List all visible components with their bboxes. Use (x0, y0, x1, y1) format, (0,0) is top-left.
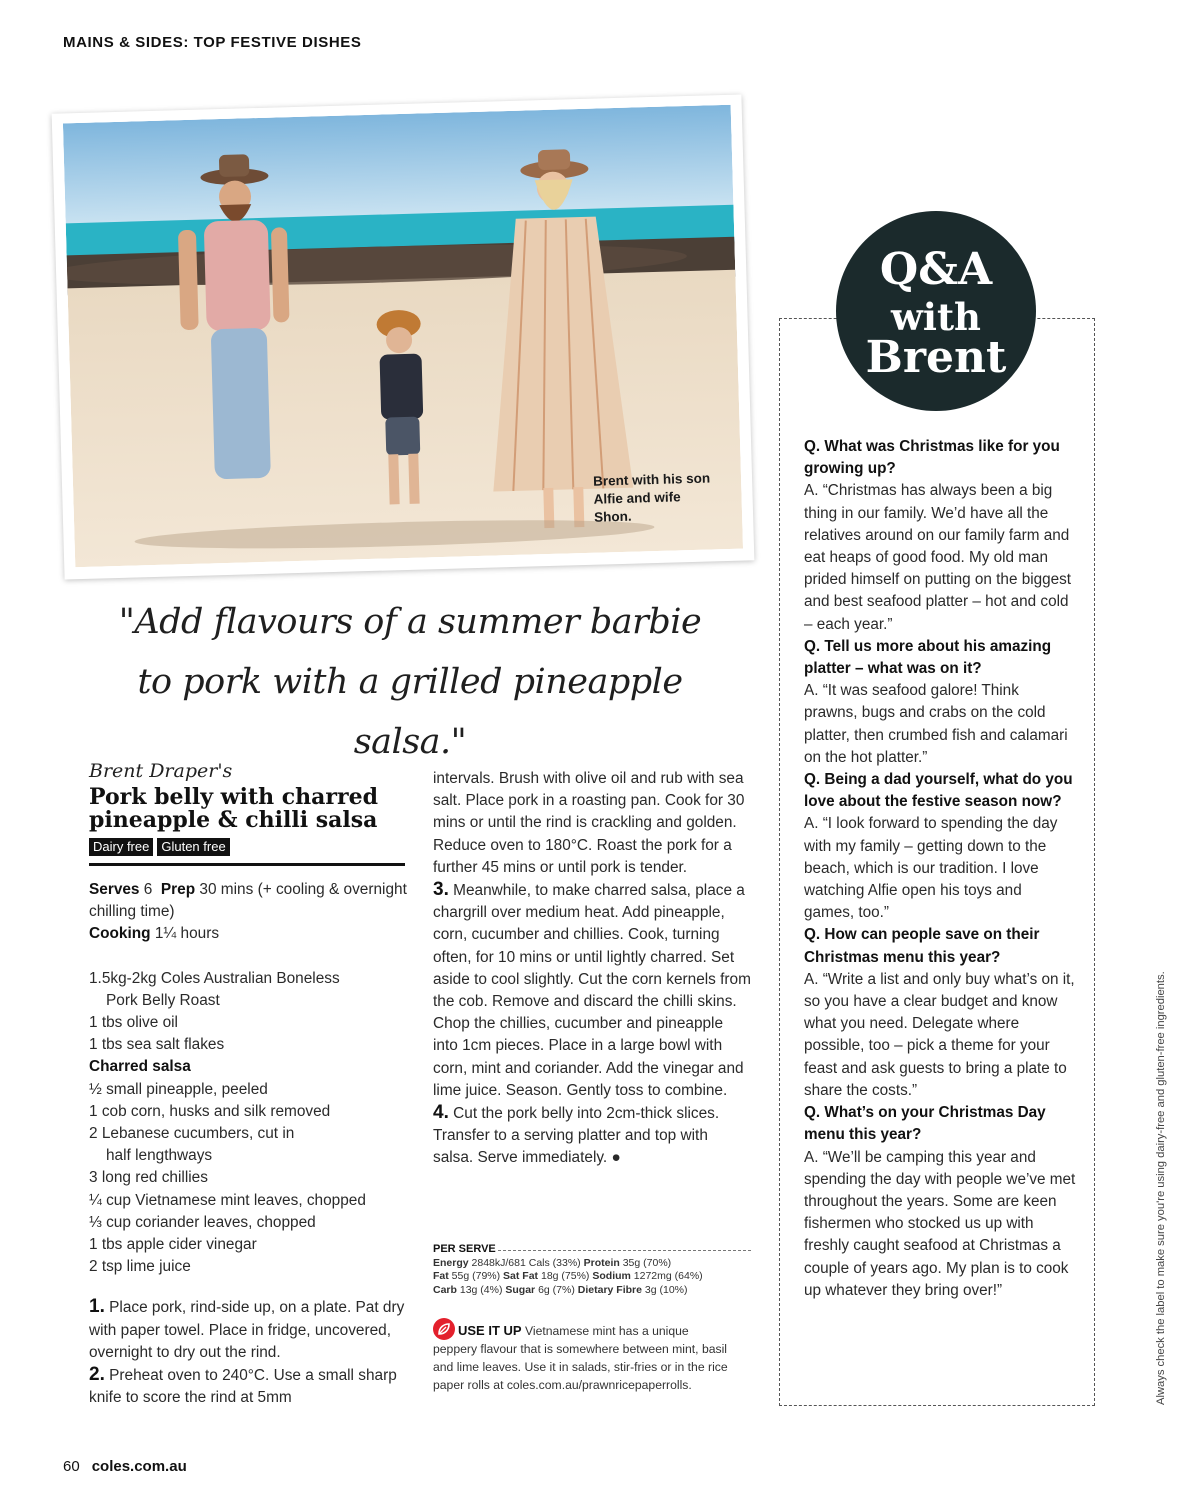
ingredient: 1 tbs sea salt flakes (89, 1036, 225, 1054)
ingredient: ⅓ cup coriander leaves, chopped (89, 1213, 316, 1231)
prep-value: 30 mins (+ cooling & overnight chilling time) (89, 881, 407, 921)
ingredient: ½ small pineapple, peeled (89, 1080, 268, 1098)
ingredient: 1 tbs apple cider vinegar (89, 1236, 257, 1254)
page-footer (63, 1458, 187, 1475)
nutrition-line: Carb 13g (4%) Sugar 6g (7%) Dietary Fibre 3g (10%) (433, 1283, 688, 1296)
method-step-2-cont: intervals. Brush with olive oil and rub with sea salt. Place pork in a roasting pan. Cook for 30 mins or until the rind is crackling and golden. Reduce oven to 180°C. Roast the pork for a further 45 mins or until pork is tender. (433, 770, 745, 876)
side-note: Always check the label to make sure you're using dairy-free and gluten-free ingredients. (1155, 971, 1167, 1405)
nutrition-line: Fat 55g (79%) Sat Fat 18g (75%) Sodium 1272mg (64%) (433, 1270, 703, 1282)
cooking-value: 1¼ hours (154, 925, 220, 943)
qa-answer: A. “I look forward to spending the day with my family – getting down to the beach, which is our tradition. I love watching Alfie open his toys and games, too.” (804, 815, 1058, 922)
nutrition-heading: PER SERVE (433, 1243, 496, 1255)
recipe-byline: Brent Draper's (89, 760, 233, 782)
qa-question: Q. What’s on your Christmas Day menu this year? (804, 1104, 1046, 1144)
ingredient: 1 tbs olive oil (89, 1014, 178, 1032)
ingredient: 3 long red chillies (89, 1169, 208, 1187)
footer-site: coles.com.au (91, 1458, 187, 1475)
ingredient: Pork Belly Roast (106, 991, 220, 1009)
serves-prep (89, 879, 409, 923)
serves-label: Serves (89, 881, 140, 898)
qa-answer: A. “Write a list and only buy what’s on it, so you have a clear budget and know what you need. Delegate where possible, too – pick a theme for your feast and ask guests to bring a plate to share the costs.” (804, 970, 1075, 1099)
ingredient: 1 cob corn, husks and silk removed (89, 1102, 331, 1120)
pull-quote: "Add flavours of a summer barbie to pork with a grilled pineapple salsa." (118, 602, 702, 762)
tag-dairy-free: Dairy free (89, 838, 153, 856)
qa-answer: A. “It was seafood galore! Think prawns, bugs and crabs on the cold platter, then crumbed fish and calamari on the hot platter.” (804, 682, 1068, 766)
method-step-1: 1. Place pork, rind-side up, on a plate. Pat dry with paper towel. Place in fridge, uncovered, overnight to dry out the rind. (89, 1296, 405, 1361)
qa-question: Q. Tell us more about his amazing platter – what was on it? (804, 637, 1052, 678)
qa-question: Q. Being a dad yourself, what do you love about the festive season now? (804, 771, 1073, 811)
mint-leaf-icon (433, 1318, 455, 1340)
qa-badge-line: with (891, 295, 981, 339)
prep-label: Prep (160, 881, 196, 898)
family-photo (52, 94, 755, 579)
section-label: MAINS & SIDES: TOP FESTIVE DISHES (63, 34, 362, 51)
serves-value: 6 (143, 881, 153, 898)
recipe-column-1 (89, 879, 409, 1409)
qa-badge (836, 211, 1036, 411)
qa-answer: A. “Christmas has always been a big thing in our family. We’d have all the relatives around on our family farm and eat heaps of good food. My old man prided himself on putting on the biggest and best seafood platter – hot and cold – each year.” (804, 482, 1072, 633)
use-it-up-text: Vietnamese mint has a unique peppery flavour that is somewhere between mint, basil and lime leaves. Use it in salads, stir-fries or in the rice paper rolls at coles.com.au/prawnricepaperrolls. (433, 1324, 728, 1392)
ingredient: ¼ cup Vietnamese mint leaves, chopped (89, 1191, 366, 1209)
ingredient: 2 Lebanese cucumbers, cut in (89, 1125, 295, 1143)
qa-answer: A. “We’ll be camping this year and spending the day with people we’ve met throughout the years. Some are keen fishermen who stocked us up with freshly caught seafood at Christmas a couple of years ago. My plan is to cook up whatever they bring over!” (804, 1148, 1076, 1299)
qa-question: Q. How can people save on their Christmas menu this year? (804, 926, 1040, 966)
ingredient: half lengthways (106, 1147, 213, 1165)
photo-caption: Brent with his son Alfie and wife Shon. (592, 470, 711, 525)
method-step-3: 3. Meanwhile, to make charred salsa, place a chargrill over medium heat. Add pineapple, corn, cucumber and chillies. Cook, turning often, for 10 mins or until lightly charred. Set aside to cool slightly. Cut the corn kernels from the cob. Remove and discard the chilli skins. Chop the chillies, cucumber and pineapple into 1cm pieces. Place in a large bowl with corn, mint and coriander. Add the vinegar and lime juice. Season. Gently toss to combine. (433, 879, 751, 1099)
salsa-heading: Charred salsa (89, 1058, 191, 1076)
title-divider (89, 863, 405, 866)
method-step-2: 2. Preheat oven to 240°C. Use a small sharp knife to score the rind at 5mm (89, 1364, 397, 1407)
nutrition-line: Energy 2848kJ/681 Cals (33%) Protein 35g (70%) (433, 1256, 672, 1269)
ingredient: 1.5kg-2kg Coles Australian Boneless (89, 969, 340, 987)
qa-text (804, 436, 1076, 1302)
use-it-up-tip (433, 1318, 733, 1394)
tag-gluten-free: Gluten free (157, 838, 229, 856)
qa-badge-line: Q&A (879, 244, 993, 295)
nutrition-panel (433, 1243, 751, 1297)
ingredient: 2 tsp lime juice (89, 1258, 191, 1276)
cooking-time (89, 923, 409, 945)
method-step-4: 4. Cut the pork belly into 2cm-thick slices. Transfer to a serving platter and top with salsa. Serve immediately. ● (433, 1102, 720, 1167)
use-it-up-label: USE IT UP (458, 1323, 522, 1338)
qa-badge-line: Brent (865, 332, 1007, 383)
cooking-label: Cooking (89, 925, 151, 943)
ingredient-list (89, 968, 409, 1279)
diet-tags (89, 838, 230, 856)
page-number: 60 (63, 1458, 80, 1475)
qa-question: Q. What was Christmas like for you growing up? (804, 438, 1060, 478)
recipe-title: Pork belly with charred pineapple & chilli salsa (89, 784, 378, 833)
recipe-column-2 (433, 768, 751, 1170)
